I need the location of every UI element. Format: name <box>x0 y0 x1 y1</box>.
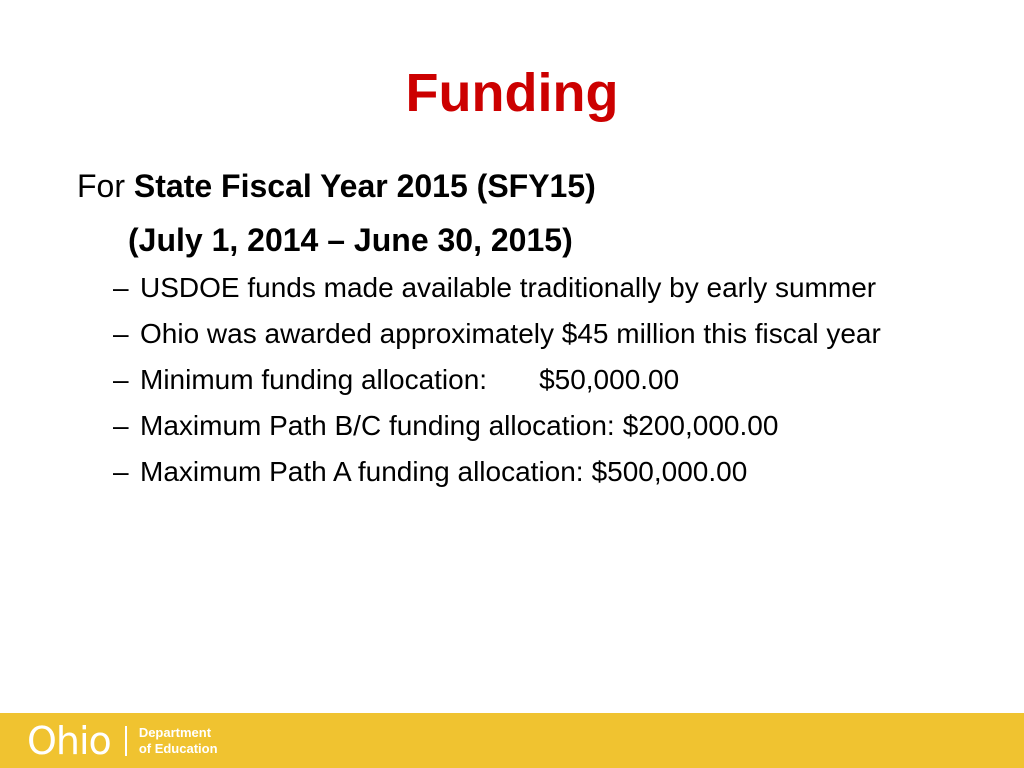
bullet-item <box>113 408 943 443</box>
bullet-dash: – <box>113 364 129 395</box>
intro-fiscal-year: State Fiscal Year 2015 (SFY15) <box>133 168 596 204</box>
bullet-text: Ohio was awarded approximately $45 million this fiscal year <box>140 318 881 349</box>
bullet-item <box>113 362 943 397</box>
intro-prefix: For <box>77 168 134 204</box>
logo-ohio-wordmark: Ohio <box>27 719 111 763</box>
bullet-item <box>113 316 943 351</box>
logo-department-line1: Department <box>138 725 212 740</box>
bullet-amount: $200,000.00 <box>622 410 779 441</box>
bullet-text: Maximum Path A funding allocation: <box>140 456 584 487</box>
bullet-list <box>113 270 943 500</box>
intro-line <box>77 167 596 205</box>
bullet-text: Minimum funding allocation: <box>140 364 488 395</box>
logo-department-text <box>139 725 218 757</box>
bullet-item <box>113 270 943 305</box>
bullet-amount: $500,000.00 <box>591 456 748 487</box>
bullet-text: USDOE funds made available traditionally by early summer <box>140 272 877 303</box>
bullet-amount: $50,000.00 <box>539 364 680 395</box>
bullet-dash: – <box>113 272 129 303</box>
bullet-text: Maximum Path B/C funding allocation: <box>140 410 615 441</box>
footer-bar <box>0 713 1024 768</box>
slide-title: Funding <box>405 63 619 123</box>
bullet-dash: – <box>113 456 129 487</box>
ohio-education-logo <box>27 719 218 763</box>
bullet-dash: – <box>113 318 129 349</box>
bullet-dash: – <box>113 410 129 441</box>
date-range: (July 1, 2014 – June 30, 2015) <box>128 222 573 258</box>
logo-divider <box>125 726 127 756</box>
bullet-item <box>113 454 943 489</box>
logo-department-line2: of Education <box>138 741 218 756</box>
